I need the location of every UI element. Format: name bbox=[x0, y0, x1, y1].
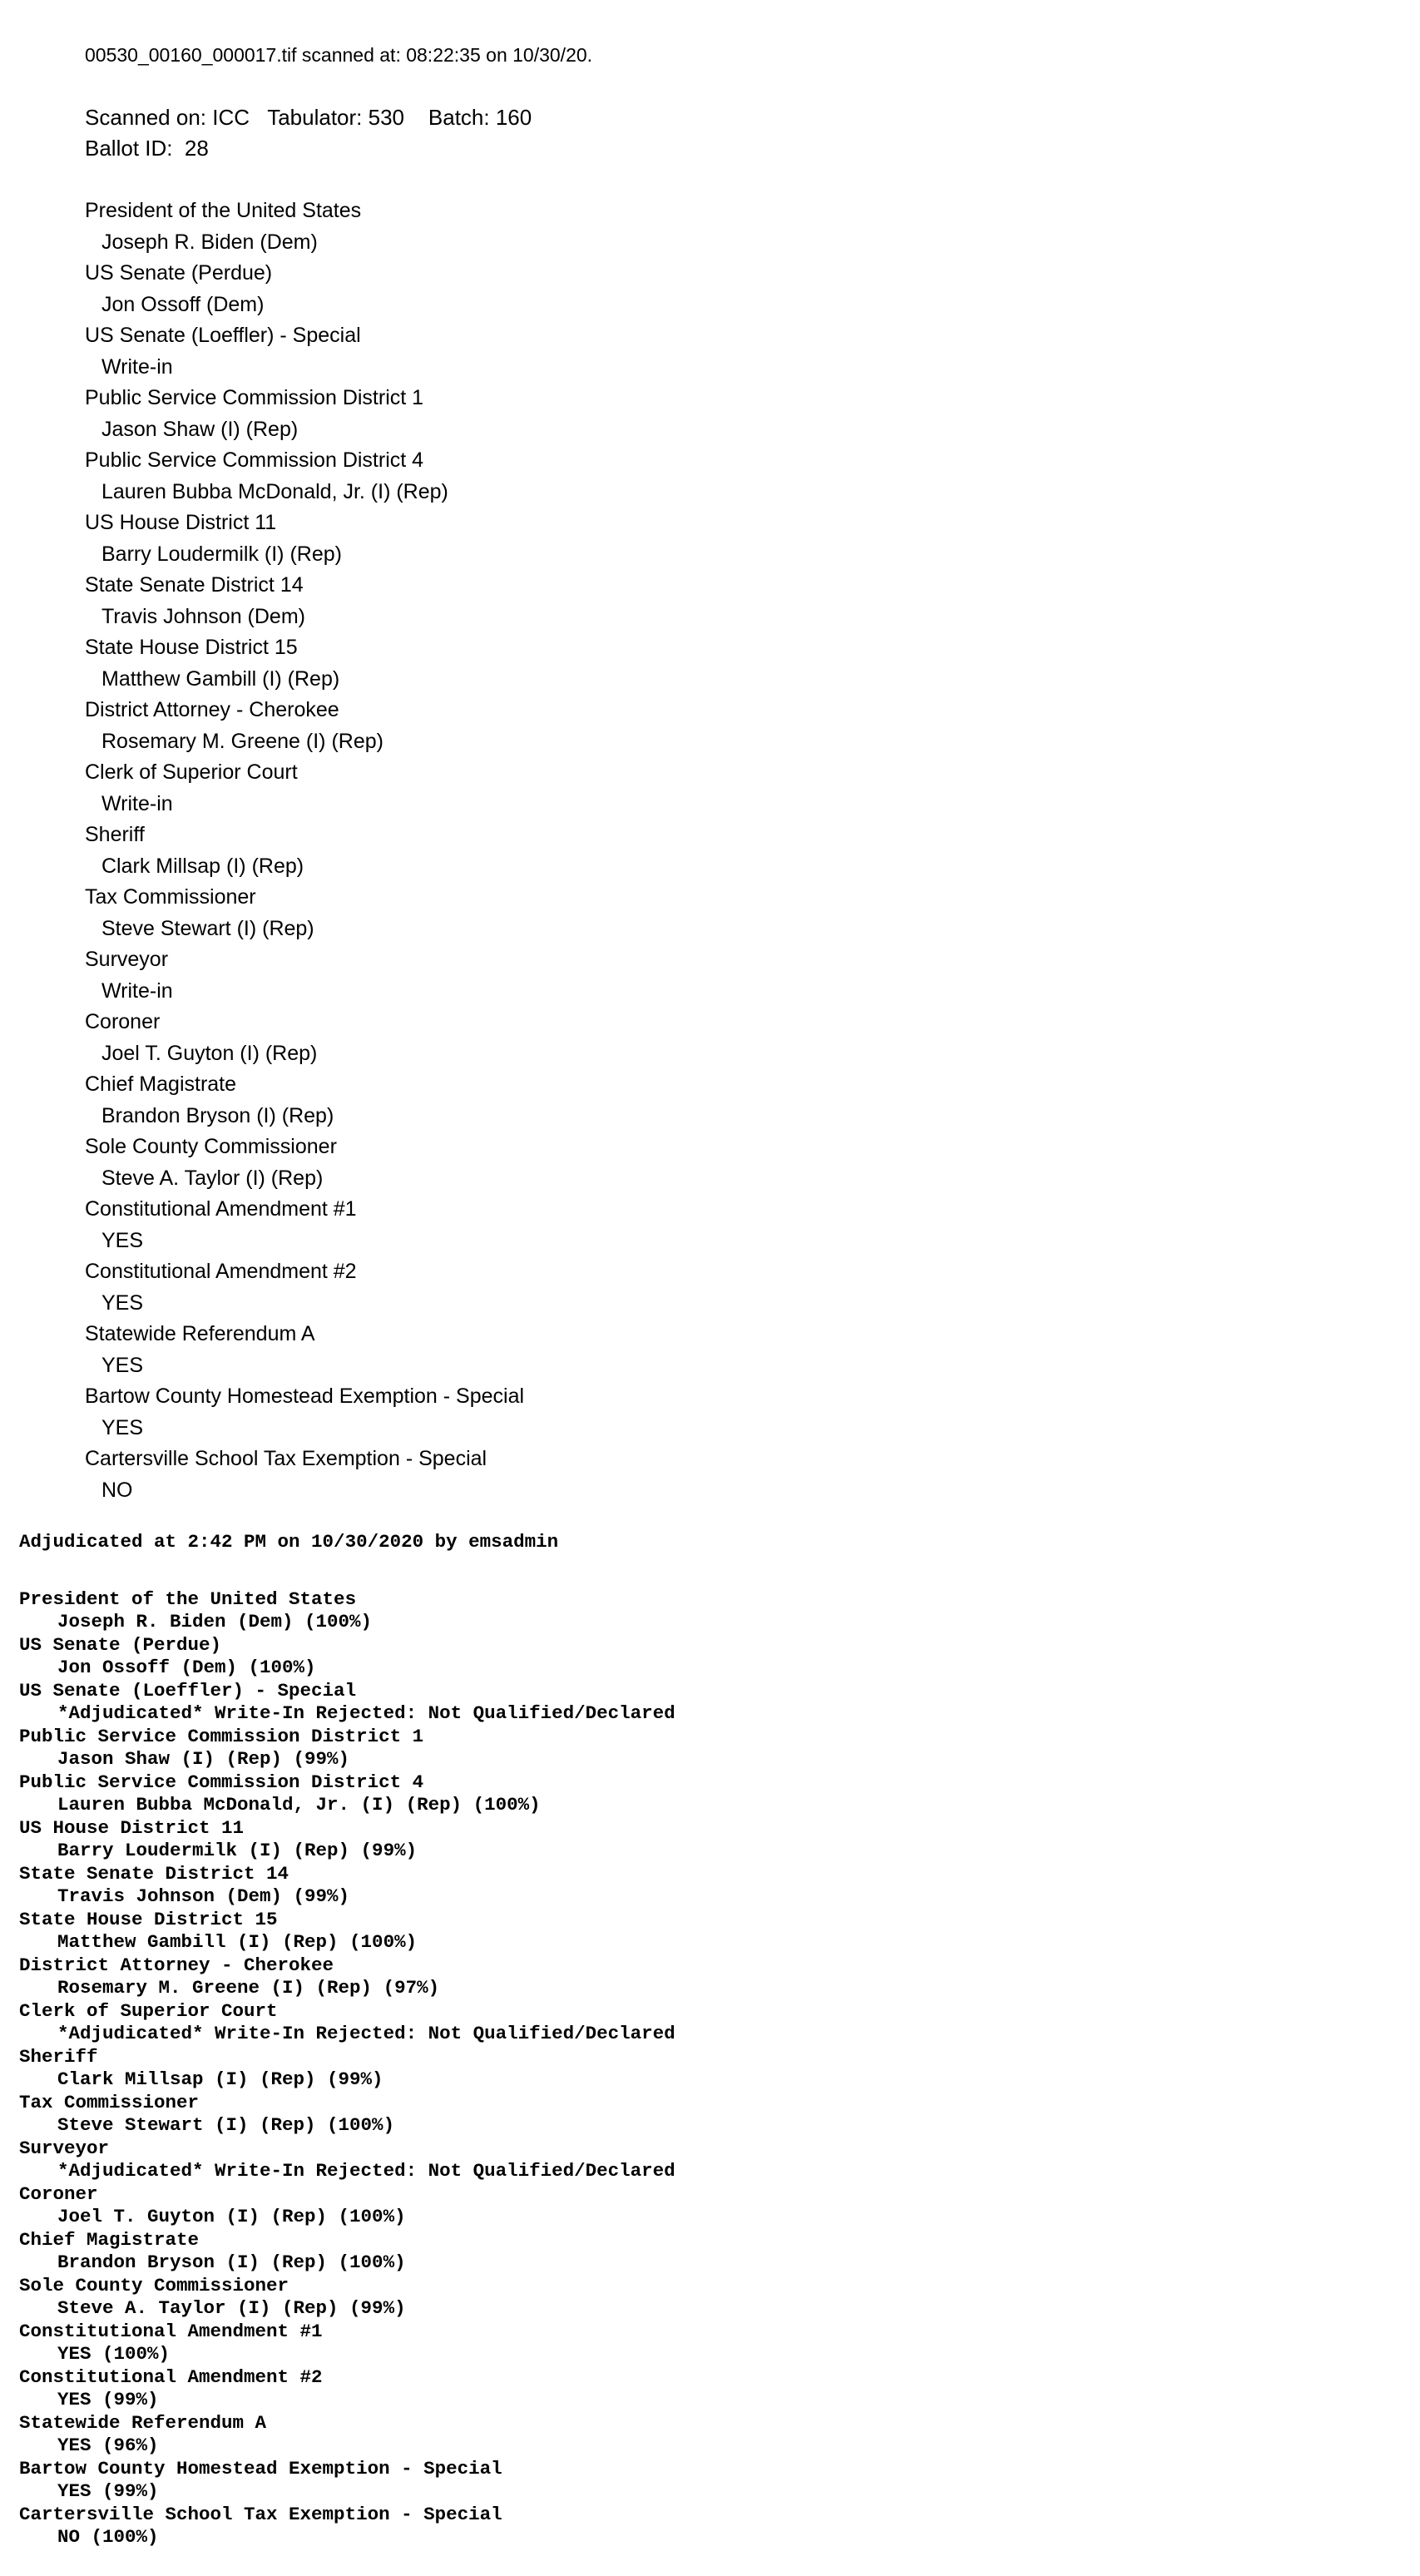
race-choice: Joel T. Guyton (I) (Rep) (100%) bbox=[57, 2206, 406, 2227]
scan-section bbox=[85, 40, 592, 1506]
race-choice: Joel T. Guyton (I) (Rep) bbox=[101, 1041, 318, 1065]
race-choice: NO (100%) bbox=[57, 2526, 159, 2548]
scanned-race-list bbox=[85, 196, 592, 1506]
race-title: US Senate (Perdue) bbox=[19, 1633, 222, 1656]
adjudicated-race-list bbox=[19, 1588, 675, 2549]
race-choice: Brandon Bryson (I) (Rep) bbox=[101, 1103, 334, 1127]
race-choice: *Adjudicated* Write-In Rejected: Not Qualified/Declared bbox=[57, 1702, 675, 1724]
scanned-on-line: Scanned on: ICC Tabulator: 530 Batch: 160 bbox=[85, 104, 532, 130]
race-title: Clerk of Superior Court bbox=[19, 1999, 278, 2022]
race-choice: Joseph R. Biden (Dem) bbox=[101, 230, 318, 254]
race-title: Sheriff bbox=[85, 823, 145, 846]
race-choice: Jon Ossoff (Dem) bbox=[101, 292, 265, 316]
race-choice: Clark Millsap (I) (Rep) bbox=[101, 854, 304, 878]
race-title: Cartersville School Tax Exemption - Special bbox=[19, 2503, 502, 2525]
race-choice: Rosemary M. Greene (I) (Rep) (97%) bbox=[57, 1977, 440, 1999]
race-choice: YES (100%) bbox=[57, 2343, 171, 2365]
race-title: US Senate (Loeffler) - Special bbox=[85, 324, 361, 347]
race-title: US House District 11 bbox=[85, 511, 277, 534]
race-title: President of the United States bbox=[85, 199, 362, 222]
race-title: Coroner bbox=[85, 1010, 161, 1033]
race-title: Chief Magistrate bbox=[19, 2228, 200, 2251]
race-title: Tax Commissioner bbox=[19, 2091, 200, 2113]
race-choice: Brandon Bryson (I) (Rep) (100%) bbox=[57, 2252, 406, 2273]
race-title: Coroner bbox=[19, 2182, 98, 2205]
spacer bbox=[85, 72, 592, 102]
scan-header: 00530_00160_000017.tif scanned at: 08:22:35 on 10/30/20. bbox=[85, 44, 593, 66]
race-title: President of the United States bbox=[19, 1588, 357, 1610]
race-title: State House District 15 bbox=[19, 1908, 278, 1930]
race-title: Sheriff bbox=[19, 2045, 98, 2068]
race-choice: Jason Shaw (I) (Rep) (99%) bbox=[57, 1748, 350, 1770]
adjudication-header: Adjudicated at 2:42 PM on 10/30/2020 by emsadmin bbox=[19, 1531, 559, 1553]
race-choice: Steve Stewart (I) (Rep) bbox=[101, 916, 314, 940]
race-choice: Lauren Bubba McDonald, Jr. (I) (Rep) bbox=[101, 479, 448, 503]
race-title: State Senate District 14 bbox=[85, 573, 304, 597]
race-choice: Joseph R. Biden (Dem) (100%) bbox=[57, 1611, 373, 1632]
race-choice: YES bbox=[101, 1290, 144, 1315]
race-choice: Travis Johnson (Dem) bbox=[101, 604, 305, 628]
race-title: Surveyor bbox=[19, 2137, 110, 2159]
race-choice: NO bbox=[101, 1478, 133, 1502]
race-title: Surveyor bbox=[85, 948, 169, 971]
race-choice: Jason Shaw (I) (Rep) bbox=[101, 417, 299, 441]
ballot-id-line: Ballot ID: 28 bbox=[85, 136, 209, 161]
race-choice: Write-in bbox=[101, 978, 173, 1003]
race-title: Bartow County Homestead Exemption - Special bbox=[19, 2457, 502, 2479]
race-choice: Rosemary M. Greene (I) (Rep) bbox=[101, 729, 383, 753]
race-title: Constitutional Amendment #1 bbox=[85, 1197, 357, 1221]
race-choice: Steve A. Taylor (I) (Rep) bbox=[101, 1166, 324, 1190]
race-title: Cartersville School Tax Exemption - Special bbox=[85, 1447, 487, 1470]
race-choice: Matthew Gambill (I) (Rep) bbox=[101, 666, 340, 691]
race-choice: YES (99%) bbox=[57, 2480, 159, 2502]
race-title: US House District 11 bbox=[19, 1816, 245, 1839]
race-title: Public Service Commission District 1 bbox=[19, 1725, 424, 1747]
race-title: Chief Magistrate bbox=[85, 1073, 237, 1096]
race-title: Sole County Commissioner bbox=[85, 1135, 337, 1158]
race-title: State Senate District 14 bbox=[19, 1862, 289, 1885]
race-title: Statewide Referendum A bbox=[19, 2411, 267, 2434]
race-choice: YES bbox=[101, 1228, 144, 1252]
race-title: Sole County Commissioner bbox=[19, 2274, 289, 2296]
race-title: Clerk of Superior Court bbox=[85, 760, 298, 784]
race-choice: Steve A. Taylor (I) (Rep) (99%) bbox=[57, 2297, 406, 2319]
race-title: Bartow County Homestead Exemption - Special bbox=[85, 1385, 525, 1408]
race-choice: Travis Johnson (Dem) (99%) bbox=[57, 1885, 350, 1907]
race-choice: *Adjudicated* Write-In Rejected: Not Qualified/Declared bbox=[57, 2023, 675, 2044]
race-title: US Senate (Loeffler) - Special bbox=[19, 1679, 357, 1702]
race-title: Constitutional Amendment #1 bbox=[19, 2320, 323, 2342]
race-choice: YES (99%) bbox=[57, 2389, 159, 2410]
race-title: Public Service Commission District 1 bbox=[85, 386, 424, 409]
race-choice: Matthew Gambill (I) (Rep) (100%) bbox=[57, 1931, 418, 1953]
race-title: Constitutional Amendment #2 bbox=[85, 1260, 357, 1283]
race-choice: Clark Millsap (I) (Rep) (99%) bbox=[57, 2068, 383, 2090]
race-title: Public Service Commission District 4 bbox=[85, 448, 424, 472]
race-choice: Lauren Bubba McDonald, Jr. (I) (Rep) (100%) bbox=[57, 1794, 541, 1816]
race-title: Constitutional Amendment #2 bbox=[19, 2365, 323, 2388]
race-title: State House District 15 bbox=[85, 636, 298, 659]
race-choice: Jon Ossoff (Dem) (100%) bbox=[57, 1657, 316, 1678]
spacer bbox=[19, 1554, 675, 1588]
adjudication-section bbox=[19, 1531, 675, 2549]
race-choice: YES bbox=[101, 1353, 144, 1377]
race-title: Tax Commissioner bbox=[85, 885, 256, 909]
spacer bbox=[85, 165, 592, 196]
race-choice: YES bbox=[101, 1415, 144, 1439]
race-title: District Attorney - Cherokee bbox=[19, 1954, 334, 1976]
race-choice: Steve Stewart (I) (Rep) (100%) bbox=[57, 2114, 395, 2136]
race-title: Public Service Commission District 4 bbox=[19, 1771, 424, 1793]
race-choice: Barry Loudermilk (I) (Rep) bbox=[101, 542, 342, 566]
race-title: District Attorney - Cherokee bbox=[85, 698, 339, 721]
race-choice: *Adjudicated* Write-In Rejected: Not Qualified/Declared bbox=[57, 2160, 675, 2182]
race-choice: Write-in bbox=[101, 791, 173, 815]
race-choice: Write-in bbox=[101, 354, 173, 379]
race-title: Statewide Referendum A bbox=[85, 1322, 315, 1345]
race-title: US Senate (Perdue) bbox=[85, 261, 273, 285]
race-choice: YES (96%) bbox=[57, 2435, 159, 2456]
race-choice: Barry Loudermilk (I) (Rep) (99%) bbox=[57, 1840, 418, 1861]
